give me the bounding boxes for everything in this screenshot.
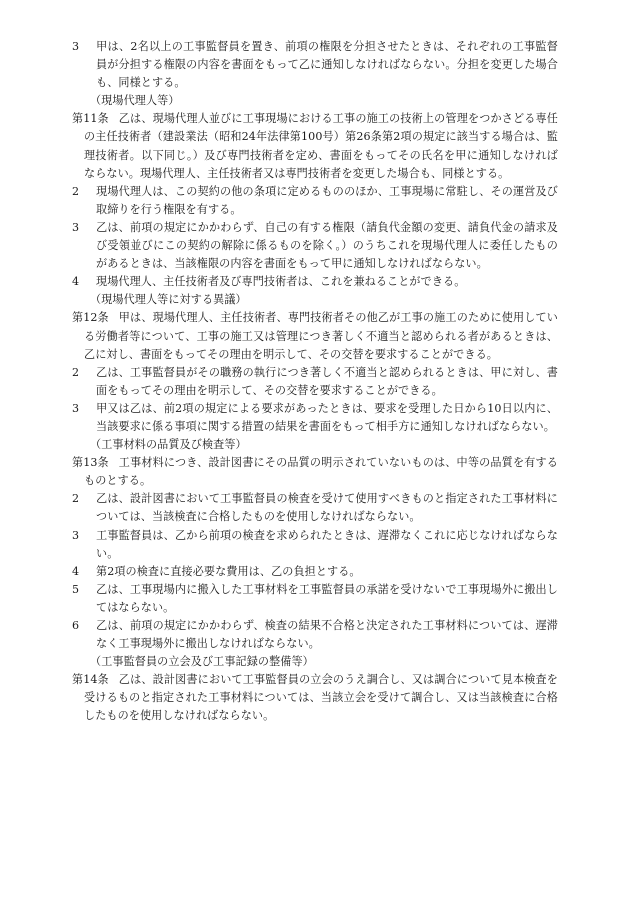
article-paragraph bbox=[72, 454, 558, 490]
paragraph-text: 乙は、現場代理人並びに工事現場における工事の施工の技術上の管理をつかさどる専任の主任技術者（建設業法（昭和24年法律第100号）第26条第2項の規定に該当する場合は、監理技術者。以下同じ。）及び専門技術者を定め、書面をもってその氏名を甲に通知しなければならない。現場代理人、主任技術者又は専門技術者を変更した場合も、同様とする。 bbox=[84, 112, 558, 180]
article-number: 第13条 bbox=[72, 456, 109, 470]
item-number: 3 bbox=[72, 40, 80, 53]
section-heading: （現場代理人等に対する異議） bbox=[90, 293, 247, 307]
paragraph-item bbox=[72, 400, 558, 436]
paragraph-item bbox=[72, 219, 558, 273]
section-heading: （工事材料の品質及び検査等） bbox=[90, 438, 247, 452]
paragraph-text: 乙は、工事現場内に搬入した工事材料を工事監督員の承諾を受けないで工事現場外に搬出してはならない。 bbox=[96, 582, 558, 614]
paragraph-item bbox=[72, 617, 558, 653]
paragraph-item bbox=[72, 183, 558, 219]
paragraph-item bbox=[72, 38, 558, 92]
paragraph-text: 乙は、前項の規定にかかわらず、検査の結果不合格と決定された工事材料については、遅滞なく工事現場外に搬出しなければならない。 bbox=[96, 619, 558, 651]
paragraph-text: 乙は、設計図書において工事監督員の立会のうえ調合し、又は調合について見本検査を受けるものと指定された工事材料については、当該立会を受けて調合し、又は当該検査に合格したものを使用しなければならない。 bbox=[84, 673, 558, 723]
paragraph-item bbox=[72, 273, 558, 291]
paragraph-item bbox=[72, 490, 558, 526]
article-number: 第12条 bbox=[72, 311, 109, 325]
paragraph-text: 甲又は乙は、前2項の規定による要求があったときは、要求を受理した日から10日以内に、当該要求に係る事項に関する措置の結果を書面をもって相手方に通知しなければならない。 bbox=[96, 401, 558, 433]
item-number: 3 bbox=[72, 401, 80, 415]
section-heading: （工事監督員の立会及び工事記録の整備等） bbox=[90, 655, 314, 669]
item-number: 5 bbox=[72, 582, 80, 596]
item-number: 4 bbox=[72, 564, 80, 578]
paragraph-text: 甲は、2名以上の工事監督員を置き、前項の権限を分担させたときは、それぞれの工事監督員が分担する権限の内容を書面をもって乙に通知しなければならない。分担を変更した場合も、同様とする。 bbox=[96, 40, 558, 90]
paragraph-text: 第2項の検査に直接必要な費用は、乙の負担とする。 bbox=[96, 564, 361, 578]
paragraph-text: 現場代理人、主任技術者及び専門技術者は、これを兼ねることができる。 bbox=[96, 275, 466, 289]
paragraph-text: 現場代理人は、この契約の他の条項に定めるもののほか、工事現場に常駐し、その運営及び取締りを行う権限を有する。 bbox=[96, 184, 558, 216]
paragraph-text: 乙は、前項の規定にかかわらず、自己の有する権限（請負代金額の変更、請負代金の請求及び受領並びにこの契約の解除に係るものを除く。）のうちこれを現場代理人に委任したものがあるときは、当該権限の内容を書面をもって甲に通知しなければならない。 bbox=[96, 220, 558, 271]
paragraph-item bbox=[72, 563, 558, 581]
article-number: 第11条 bbox=[72, 112, 109, 126]
document-page bbox=[72, 38, 558, 726]
item-number: 3 bbox=[72, 220, 80, 234]
article-paragraph bbox=[72, 671, 558, 725]
paragraph-item bbox=[72, 364, 558, 400]
item-number: 4 bbox=[72, 275, 80, 289]
paragraph-item bbox=[72, 527, 558, 563]
paragraph-text: 乙は、工事監督員がその職務の執行につき著しく不適当と認められるときは、甲に対し、書面をもってその理由を明示して、その交替を要求することができる。 bbox=[96, 365, 558, 397]
item-number: 6 bbox=[72, 619, 80, 632]
section-heading: （現場代理人等） bbox=[90, 94, 180, 108]
item-number: 2 bbox=[72, 365, 80, 379]
paragraph-text: 乙は、設計図書において工事監督員の検査を受けて使用すべきものと指定された工事材料については、当該検査に合格したものを使用しなければならない。 bbox=[96, 492, 558, 524]
item-number: 3 bbox=[72, 528, 80, 542]
article-number: 第14条 bbox=[72, 673, 109, 687]
paragraph-text: 甲は、現場代理人、主任技術者、専門技術者その他乙が工事の施工のために使用している労働者等について、工事の施工又は管理につき著しく不適当と認められる者があるときは、乙に対し、書面をもってその理由を明示して、その交替を要求することができる。 bbox=[84, 311, 558, 361]
article-paragraph bbox=[72, 110, 558, 182]
paragraph-text: 工事監督員は、乙から前項の検査を求められたときは、遅滞なくこれに応じなければならない。 bbox=[96, 528, 558, 560]
article-paragraph bbox=[72, 309, 558, 363]
item-number: 2 bbox=[72, 492, 80, 506]
paragraph-text: 工事材料につき、設計図書にその品質の明示されていないものは、中等の品質を有するものとする。 bbox=[84, 456, 558, 488]
paragraph-item bbox=[72, 581, 558, 617]
item-number: 2 bbox=[72, 184, 80, 198]
